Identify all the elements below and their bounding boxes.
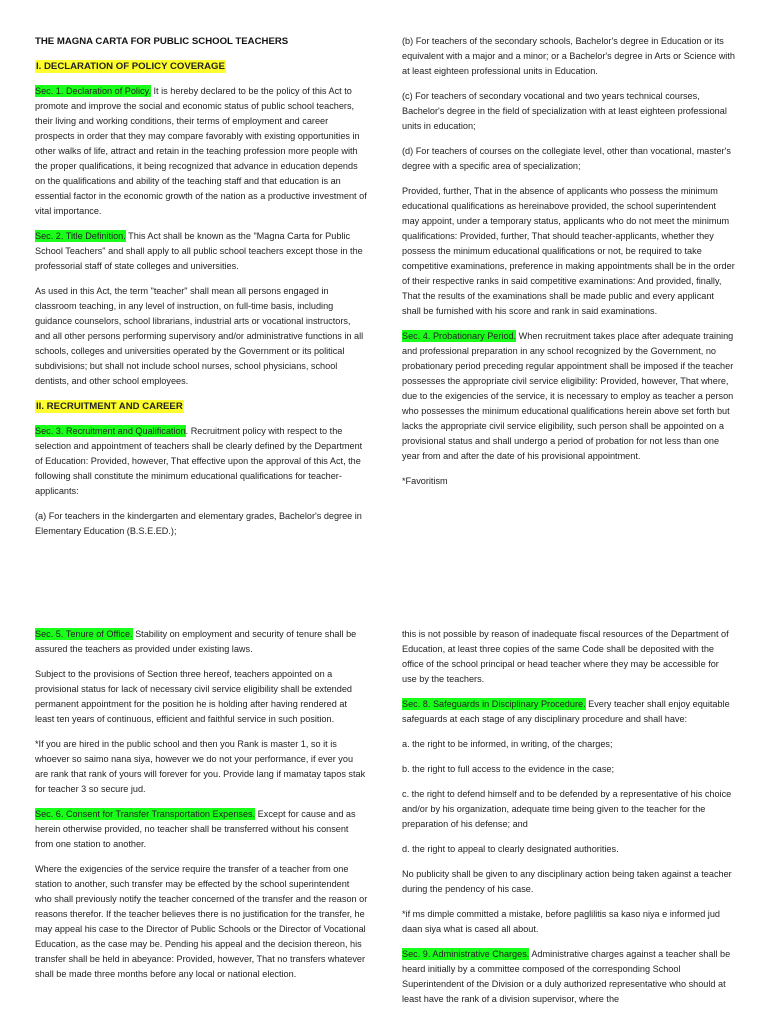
sec6-label: Sec. 6. Consent for Transfer Transportation Expenses. — [35, 809, 256, 819]
sec4-text: When recruitment takes place after adequate training and professional preparation in any school recognized by the Government, no probationary period preceding regular appointment shall be imposed if the teacher possesses the appropriate civil service eligibility: Provided, however, That where, due to the exigencies of the service, it is necessary to employ as teacher a person who possesses the minimum educational qualifications herein above set forth but lacks the appropriate civil service eligibility, such person shall be appointed on a provisional status and shall undergo a period of probation for not less than one year from and after the date of his provisional appointment. — [402, 331, 734, 461]
right-item-c: c. the right to defend himself and to be defended by a representative of his choice and/or by his organization, adequate time being given to the teacher for the preparation of his defense; and — [402, 789, 732, 829]
sec3-label: Sec. 3. Recruitment and Qualification — [35, 426, 186, 436]
sec5-paragraph — [35, 627, 368, 657]
page2-left-column — [35, 627, 368, 992]
right-item-b: b. the right to full access to the evidence in the case; — [402, 764, 615, 774]
section-heading-recruitment — [35, 399, 368, 414]
subject-provisions-paragraph: Subject to the provisions of Section three hereof, teachers appointed on a provisional status for lack of necessary civil service eligibility shall be extended permanent appointment for the position he is holding after having rendered at least ten years of continuous, efficient and faithful service in such position. — [35, 669, 352, 724]
fiscal-resources-paragraph: this is not possible by reason of inadequate fiscal resources of the Department of Education, at least three copies of the same Code shall be deposited with the office of the school principal or head teacher where they may be accessible for use by the teachers. — [402, 629, 729, 684]
sec6-paragraph — [35, 807, 368, 852]
qualification-item-a: (a) For teachers in the kindergarten and elementary grades, Bachelor's degree in Elementary Education (B.S.E.ED.); — [35, 511, 362, 536]
sec9-label: Sec. 9. Administrative Charges. — [402, 949, 530, 959]
section-heading-declaration — [35, 59, 368, 74]
teacher-definition-paragraph: As used in this Act, the term "teacher" shall mean all persons engaged in classroom teaching, in any level of instruction, on full-time basis, including guidance counselors, school librarians, industrial arts or vocational instructors, and all other persons performing supervisory and/or administrative functions in all schools, colleges and universities operated by the Government or its political subdivisions; but shall not include school nurses, school physicians, school dentists, and other school employees. — [35, 286, 364, 386]
dimple-note: *if ms dimple committed a mistake, before paglilitis sa kaso niya e informed jud daan siya what is cased all about. — [402, 909, 720, 934]
sec2-text: This Act shall be known as the "Magna Carta for Public School Teachers" and shall apply to all public school teachers except those in the professorial staff of state colleges and universities. — [35, 231, 363, 271]
right-item-d: d. the right to appeal to clearly designated authorities. — [402, 844, 619, 854]
page2-right-column — [402, 627, 735, 1017]
sec9-paragraph — [402, 947, 735, 1007]
sec9-text: Administrative charges against a teacher shall be heard initially by a committee composed of the corresponding School Superintendent of the Division or a duly authorized representative who should at least have the rank of a division supervisor, where the — [402, 949, 731, 1004]
sec3-paragraph — [35, 424, 368, 499]
provided-further-paragraph: Provided, further, That in the absence of applicants who possess the minimum educational qualifications as hereinabove provided, the school superintendent may appoint, under a temporary status, applicants who do not meet the minimum qualifications: Provided, further, That should teacher-applicants, whether they possess the minimum educational qualifications or not, be required to take competitive examinations, preference in making appointments shall be in the order of their respective ranks in said competitive examinations: And provided, finally, That the results of the examinations shall be made public and every applicant shall be furnished with his score and rank in said examinations. — [402, 186, 735, 316]
page1-right-column — [402, 34, 735, 499]
sec3-text: . Recruitment policy with respect to the selection and appointment of teachers shall be clearly defined by the Department of Education: Provided, however, That effective upon the approval of this Act, the following shall constitute the minimum educational qualifications for teacher-applicants: — [35, 426, 363, 496]
qualification-item-d: (d) For teachers of courses on the collegiate level, other than vocational, master's degree with a specific area of specialization; — [402, 146, 731, 171]
sec6-text: Except for cause and as herein otherwise provided, no teacher shall be transferred without his consent from one station to another. — [35, 809, 356, 849]
heading-recruitment-highlight: II. RECRUITMENT AND CAREER — [36, 401, 183, 412]
sec8-text: Every teacher shall enjoy equitable safeguards at each stage of any disciplinary procedure and shall have: — [402, 699, 730, 724]
exigencies-paragraph: Where the exigencies of the service require the transfer of a teacher from one station to another, such transfer may be effected by the school superintendent who shall previously notify the teacher concerned of the transfer and the reason or reasons therefor. If the teacher believes there is no justification for the transfer, he may appeal his case to the Director of Public Schools or the Director of Vocational Education, as the case may be. Pending his appeal and the decision thereon, his transfer shall be held in abeyance: Provided, however, That no transfers whatever shall be made three months before any local or national election. — [35, 864, 368, 979]
right-item-a: a. the right to be informed, in writing, of the charges; — [402, 739, 613, 749]
sec5-text: Stability on employment and security of tenure shall be assured the teachers as provided under existing laws. — [35, 629, 357, 654]
publicity-paragraph: No publicity shall be given to any disciplinary action being taken against a teacher during the pendency of his case. — [402, 869, 732, 894]
sec5-label: Sec. 5. Tenure of Office. — [35, 629, 133, 639]
page1-left-column — [35, 34, 368, 549]
document-title: THE MAGNA CARTA FOR PUBLIC SCHOOL TEACHERS — [35, 36, 289, 47]
sec1-text: It is hereby declared to be the policy of this Act to promote and improve the social and economic status of public school teachers, their living and working conditions, their terms of employment and career prospects in order that they may compare favorably with existing opportunities in other walks of life, attract and retain in the teaching profession more people with the proper qualifications, it being recognized that advance in education depends on the qualifications and ability of the teaching staff and that education is an essential factor in the economic growth of the nation as a productive investment of vital importance. — [35, 86, 367, 216]
qualification-item-c: (c) For teachers of secondary vocational and two years technical courses, Bachelor's degree in the field of specialization with at least eighteen professional units in education; — [402, 91, 727, 131]
sec1-paragraph — [35, 84, 368, 219]
sec4-paragraph — [402, 329, 735, 464]
sec8-label: Sec. 8. Safeguards in Disciplinary Procedure. — [402, 699, 586, 709]
qualification-item-b: (b) For teachers of the secondary schools, Bachelor's degree in Education or its equivalent with a major and a minor; or a Bachelor's degree in Arts or Science with at least eighteen professional units in Education. — [402, 36, 735, 76]
sec1-label: Sec. 1. Declaration of Policy. — [35, 86, 151, 96]
rank-note: *If you are hired in the public school and then you Rank is master 1, so it is whoever so saimo nana siya, however we do not your performance, if ever you are rank that rank of yours will forever for you. Provide lang if mamatay tapos stak for teacher 3 so secure jud. — [35, 739, 366, 794]
sec4-label: Sec. 4. Probationary Period. — [402, 331, 517, 341]
sec2-paragraph — [35, 229, 368, 274]
sec2-label: Sec. 2. Title Definition. — [35, 231, 126, 241]
sec8-paragraph — [402, 697, 735, 727]
heading-declaration-highlight: I. DECLARATION OF POLICY COVERAGE — [36, 61, 225, 72]
favoritism-note: *Favoritism — [402, 476, 448, 486]
